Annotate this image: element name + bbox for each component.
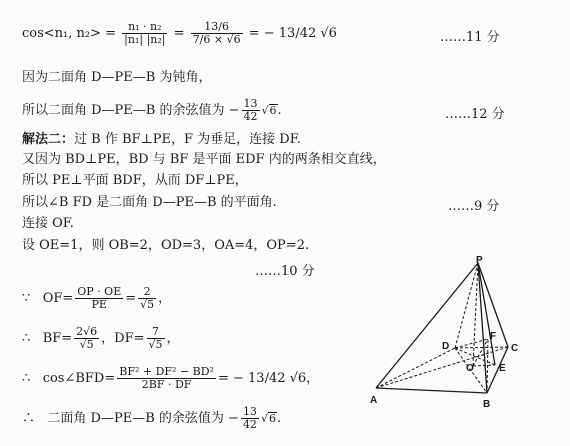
cos-frac2-num: 13/6 [191,21,243,34]
edge-OE [473,365,495,366]
edge-PA [376,263,478,388]
edge-OF [473,339,488,366]
line-cosbfd [22,364,319,394]
cos-result: = − 13/42 √6 [248,26,337,41]
label-C: C [511,343,519,354]
final-num: 13 [242,405,257,418]
line-pe: 所以 PE⊥平面 BDF，从而 DF⊥PE， [22,173,248,188]
score-11: ……11 分 [440,30,500,45]
label-P: P [476,255,483,266]
label-O: O [466,363,474,374]
pyramid-figure [370,255,540,415]
off-num2: 2 [138,286,156,299]
line-bfd: 所以∠B FD 是二面角 D—PE—B 的平面角. [22,195,277,210]
line-bd: 又因为 BD⊥PE，BD 与 BF 是平面 EDF 内的两条相交直线， [22,152,386,167]
off-end: ， [158,291,172,306]
edge-AC [376,347,508,388]
off-den2: √5 [140,298,155,311]
label-E: E [499,363,506,374]
df-den: √5 [148,338,163,351]
label-A: A [370,395,378,406]
off-lhs: OF= [42,291,74,306]
label-F: F [490,331,497,342]
df-num: 7 [147,326,165,339]
bf-num: 2√6 [76,325,98,338]
edge-AB [376,388,487,393]
off-sym: ∵ [22,291,31,306]
method2-text: 过 B 作 BF⊥PE，F 为垂足，连接 DF. [74,132,301,147]
label-B: B [483,399,491,410]
line-of: 连接 OF. [22,216,74,231]
bf-lhs: BF= [42,331,73,346]
bf-den: √5 [79,338,94,351]
bf-sym: ∴ [22,331,31,346]
final-root: 6 [268,412,276,425]
cosbfd-frac [117,366,216,391]
df-frac [147,326,165,351]
cosbfd-result: = − 13/42 √6， [217,371,320,386]
edge-PE [478,263,495,365]
cosbfd-lhs: cos∠BFD= [42,371,116,386]
cos-formula [22,14,337,54]
final-frac [241,406,259,431]
final-sym: ∴ [22,411,36,426]
line-off [22,284,171,314]
label-D: D [442,341,450,352]
off-eq: = [125,291,137,306]
cos-value-num: 13 [243,97,258,110]
edge-DC [455,347,508,348]
bf-mid: ，DF= [101,331,145,346]
bf-frac [74,326,99,351]
final-text: 二面角 D—PE—B 的余弦值为 − [47,411,239,426]
final-root-sign: √ [260,412,268,425]
cosbfd-num: BF² + DF² − BD² [119,365,214,378]
bf-end: ， [166,331,180,346]
off-den: PE [91,298,107,311]
cos-frac1 [122,21,167,46]
line-cos-value [22,96,282,126]
score-10: ……10 分 [255,264,315,279]
final-den: 42 [242,418,257,431]
off-num: OP · OE [77,285,122,298]
edge-AD [376,348,455,388]
off-frac [75,286,123,311]
line-bf [22,324,180,354]
line-set: 设 OE=1，则 OB=2，OD=3，OA=4，OP=2. [22,238,310,253]
cos-frac2-den: 7/6 × √6 [192,33,241,46]
cos-eq: = [173,26,185,41]
score-9: ……9 分 [448,199,500,214]
score-12: ……12 分 [445,107,505,122]
cosbfd-den: 2BF · DF [141,378,192,391]
line-obtuse: 因为二面角 D—PE—B 为钝角， [22,70,212,85]
method2-line [22,132,301,148]
cos-frac1-num: n₁ · n₂ [122,21,167,34]
cos-value-den: 42 [243,110,258,123]
cos-value-root-sign: √ [261,104,269,117]
cos-value-root: 6 [269,104,277,117]
final-end: . [276,411,282,426]
line-final [22,404,281,434]
cos-value-text: 所以二面角 D—PE—B 的余弦值为 − [22,103,240,118]
cos-frac2 [191,21,243,46]
cos-value-frac [242,98,260,123]
cos-frac1-den: |n₁| |n₂| [124,33,166,46]
off-frac2 [138,286,156,311]
method2-title: 解法二： [22,132,75,147]
cos-lhs: cos<n₁, n₂> = [22,26,117,41]
cosbfd-sym: ∴ [22,371,31,386]
cos-value-end: . [277,103,282,118]
